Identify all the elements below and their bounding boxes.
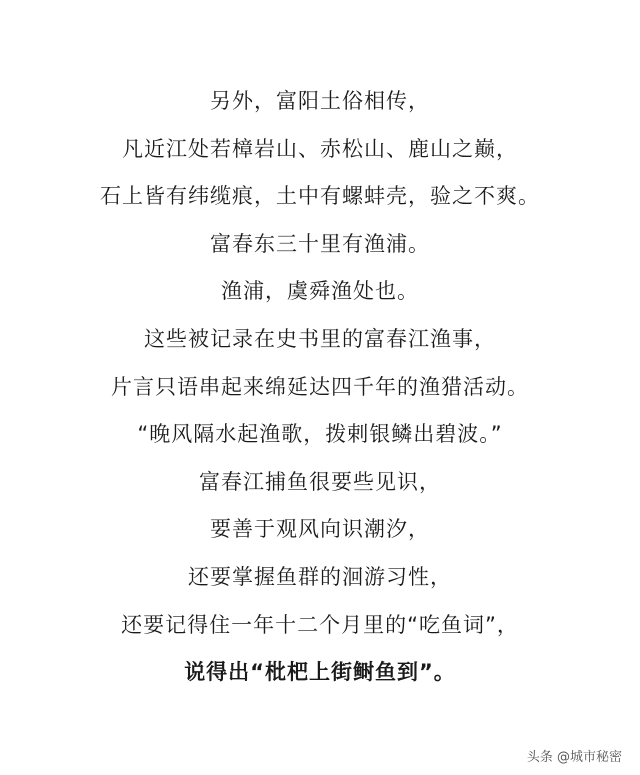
poem-line-8: “晚风隔水起渔歌，拨剌银鳞出碧波。”	[137, 422, 503, 447]
poem-line-13-bold: 说得出“枇杷上街鲥鱼到”。	[184, 660, 456, 685]
poem-line-11: 还要掌握鱼群的洄游习性，	[188, 564, 452, 589]
poem-line-10: 要善于观风向识潮汐，	[210, 517, 430, 542]
poem-line-12: 还要记得住一年十二个月里的“吃鱼词”，	[121, 612, 519, 637]
source-watermark: 头条 @城市秘密	[526, 750, 622, 765]
poem-line-6: 这些被记录在史书里的富春江渔事，	[144, 326, 496, 351]
poem-line-5: 渔浦，虞舜渔处也。	[221, 279, 419, 304]
poem-line-1: 另外，富阳土俗相传，	[210, 89, 430, 113]
poem-text-block	[0, 78, 640, 697]
poem-line-2: 凡近江处若樟岩山、赤松山、鹿山之巅，	[122, 136, 518, 161]
poem-line-9: 富春江捕鱼很要些见识，	[199, 469, 441, 494]
poem-line-3: 石上皆有纬缆痕，土中有螺蚌壳，验之不爽。	[100, 184, 540, 209]
poem-line-7: 片言只语串起来绵延达四千年的渔猎活动。	[111, 374, 529, 399]
poem-line-4: 富春东三十里有渔浦。	[210, 231, 430, 256]
